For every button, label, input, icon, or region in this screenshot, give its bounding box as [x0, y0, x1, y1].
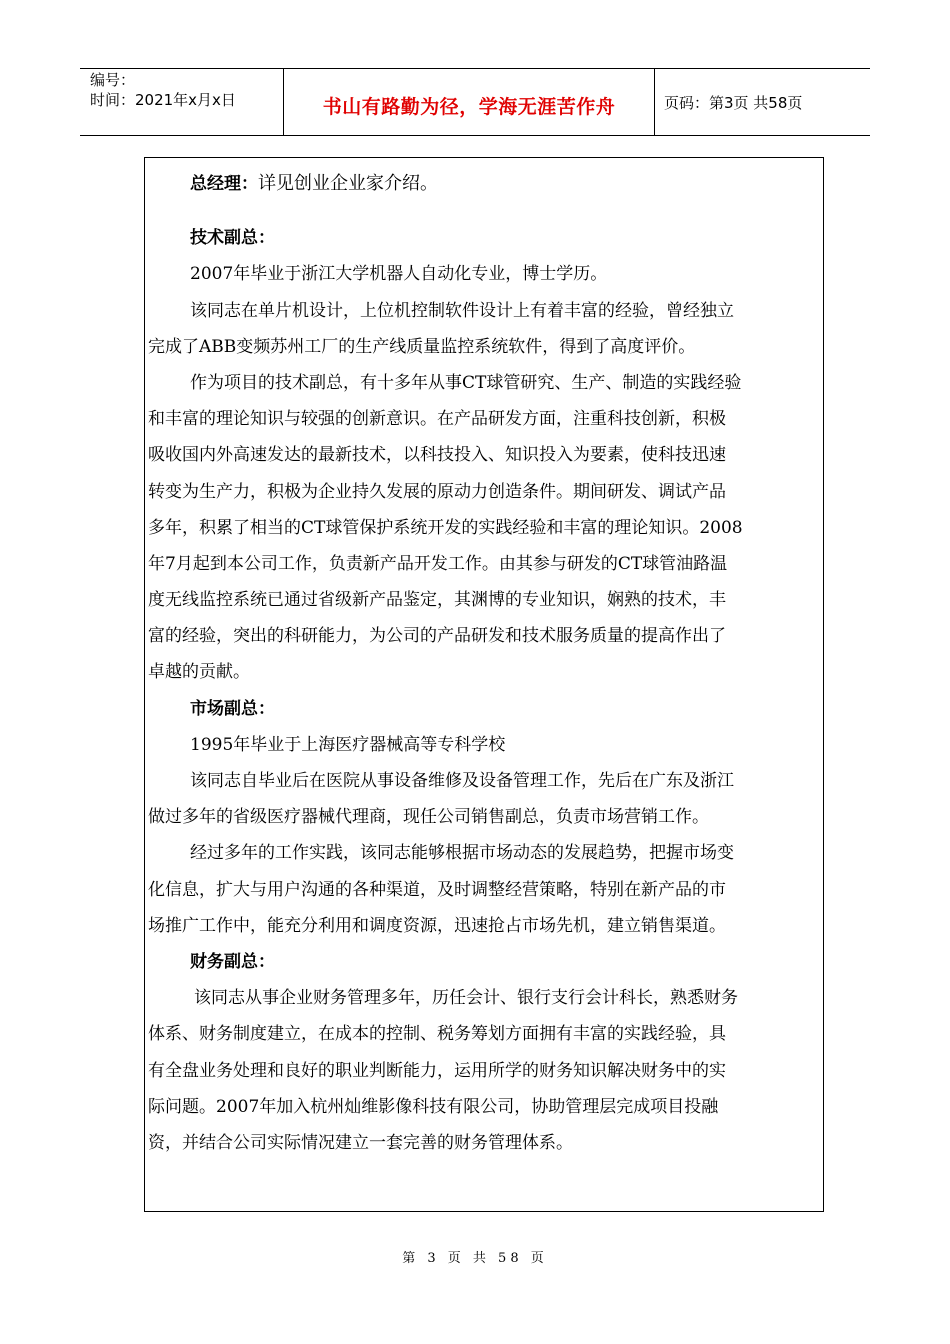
header-bottom-rule — [80, 135, 870, 136]
header-divider — [283, 68, 284, 136]
document-date: 时间：2021年x月x日 — [90, 91, 236, 109]
document-body — [148, 166, 816, 1161]
tech-vp-line: 卓越的贡献。 — [148, 662, 250, 683]
tech-vp-line: 度无线监控系统已通过省级新产品鉴定，其渊博的专业知识，娴熟的技术，丰 — [148, 590, 726, 611]
tech-vp-line: 和丰富的理论知识与较强的创新意识。在产品研发方面，注重科技创新，积极 — [148, 409, 726, 430]
finance-vp-line: 该同志从事企业财务管理多年，历任会计、银行支行会计科长，熟悉财务 — [194, 988, 738, 1009]
tech-vp-line: 作为项目的技术副总，有十多年从事CT球管研究、生产、制造的实践经验 — [190, 372, 742, 393]
market-vp-line: 做过多年的省级医疗器械代理商，现任公司销售副总，负责市场营销工作。 — [148, 807, 709, 828]
page-footer: 第 3 页 共 58 页 — [402, 1251, 548, 1266]
tech-vp-line: 该同志在单片机设计，上位机控制软件设计上有着丰富的经验，曾经独立 — [190, 300, 734, 321]
header-meta — [90, 70, 236, 110]
finance-vp-line: 体系、财务制度建立，在成本的控制、税务筹划方面拥有丰富的实践经验，具 — [148, 1024, 726, 1045]
market-vp-line: 该同志自毕业后在医院从事设备维修及设备管理工作，先后在广东及浙江 — [190, 771, 734, 791]
header-page-info: 页码：第3页 共58页 — [664, 94, 803, 112]
finance-vp-line: 际问题。2007年加入杭州灿维影像科技有限公司，协助管理层完成项目投融 — [148, 1096, 719, 1117]
finance-vp-line: 资，并结合公司实际情况建立一套完善的财务管理体系。 — [148, 1132, 573, 1153]
document-number-label: 编号： — [90, 71, 136, 89]
tech-vp-line: 富的经验，突出的科研能力，为公司的产品研发和技术服务质量的提高作出了 — [148, 626, 726, 647]
finance-vp-line: 有全盘业务处理和良好的职业判断能力，运用所学的财务知识解决财务中的实 — [148, 1060, 726, 1081]
general-manager-row — [190, 166, 816, 202]
header-motto: 书山有路勤为径，学海无涯苦作舟 — [322, 96, 616, 118]
tech-vp-line: 多年，积累了相当的CT球管保护系统开发的实践经验和丰富的理论知识。2008 — [148, 517, 743, 538]
market-vp-heading: 市场副总： — [190, 698, 275, 719]
tech-vp-line: 吸收国内外高速发达的最新技术，以科技投入、知识投入为要素，使科技迅速 — [148, 445, 726, 466]
market-vp-line: 场推广工作中，能充分利用和调度资源，迅速抢占市场先机，建立销售渠道。 — [148, 915, 726, 936]
general-manager-text: 详见创业企业家介绍。 — [258, 173, 438, 194]
market-vp-line: 化信息，扩大与用户沟通的各种渠道，及时调整经营策略，特别在新产品的市 — [148, 879, 726, 900]
market-vp-line: 经过多年的工作实践，该同志能够根据市场动态的发展趋势，把握市场变 — [190, 843, 734, 864]
header-divider — [654, 68, 655, 136]
tech-vp-line: 转变为生产力，积极为企业持久发展的原动力创造条件。期间研发、调试产品 — [148, 481, 726, 502]
tech-vp-line: 年7月起到本公司工作，负责新产品开发工作。由其参与研发的CT球管油路温 — [148, 553, 728, 574]
header-top-rule — [80, 68, 870, 69]
general-manager-heading: 总经理： — [190, 174, 258, 194]
tech-vp-line: 2007年毕业于浙江大学机器人自动化专业，博士学历。 — [190, 264, 608, 285]
finance-vp-heading: 财务副总： — [190, 951, 275, 972]
tech-vp-line: 完成了ABB变频苏州工厂的生产线质量监控系统软件，得到了高度评价。 — [148, 336, 696, 357]
market-vp-line: 1995年毕业于上海医疗器械高等专科学校 — [190, 734, 506, 755]
tech-vp-heading: 技术副总： — [190, 228, 275, 249]
